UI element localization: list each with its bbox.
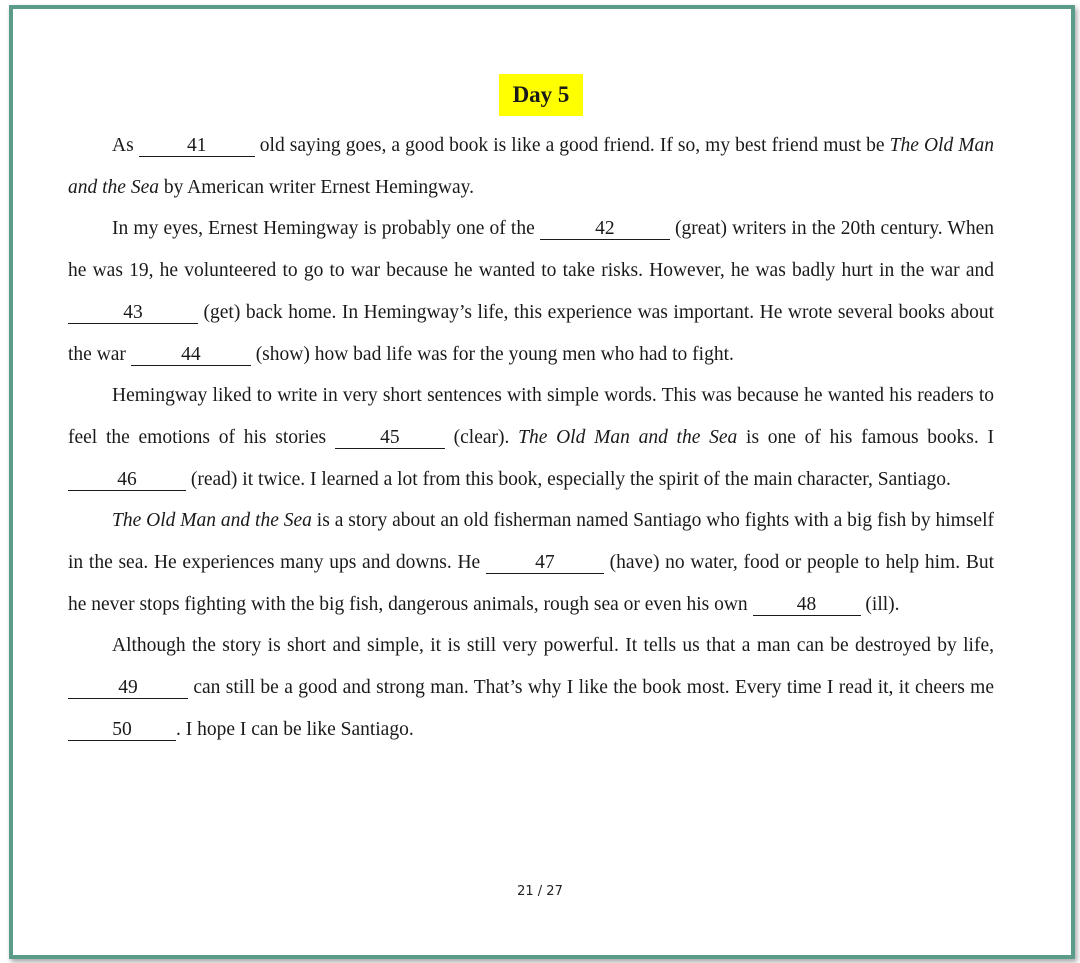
passage xyxy=(68,125,994,751)
paragraph-3 xyxy=(68,375,994,500)
text-run: (clear). xyxy=(444,426,519,448)
text-run: old saying goes, a good book is like a good friend. If so, my best friend must be xyxy=(254,135,890,156)
text-run: Hemingway liked to write in very short sentences with simple words. This was because he wanted his readers to feel the emotions of his stories xyxy=(68,385,994,448)
blank-48: 48 xyxy=(753,595,861,616)
page-title: Day 5 xyxy=(499,74,584,116)
paragraph-4 xyxy=(68,500,994,625)
blank-44: 44 xyxy=(131,345,251,366)
blank-50: 50 xyxy=(68,720,176,741)
title-wrap xyxy=(0,74,1080,116)
book-title-italic: The Old Man and the Sea xyxy=(112,510,312,532)
text-run: (get) back home. In Hemingway’s life, this experience was important. He wrote several books about the war xyxy=(68,301,994,365)
paragraph-5 xyxy=(68,625,994,750)
text-run: . I hope I can be like Santiago. xyxy=(176,718,414,740)
blank-46: 46 xyxy=(68,470,186,491)
blank-41: 41 xyxy=(139,136,255,157)
blank-45: 45 xyxy=(335,428,445,449)
text-run: is one of his famous books. I xyxy=(737,426,994,448)
text-run: can still be a good and strong man. That’s why I like the book most. Every time I read it, it cheers me xyxy=(188,677,994,699)
paragraph-1 xyxy=(68,125,994,208)
blank-47: 47 xyxy=(486,553,604,574)
text-run: (have) no water, food or people to help him. But he never stops fighting with the big fish, dangerous animals, rough sea or even his own xyxy=(68,552,994,615)
text-run: (great) writers in the 20th century. When he was 19, he volunteered to go to war because he wanted to take risks. However, he was badly hurt in the war and xyxy=(68,218,994,282)
text-run: (show) how bad life was for the young men who had to fight. xyxy=(250,343,734,365)
text-run: (read) it twice. I learned a lot from this book, especially the spirit of the main character, Santiago. xyxy=(186,468,951,490)
text-run: Although the story is short and simple, it is still very powerful. It tells us that a man can be destroyed by life, xyxy=(112,635,994,657)
book-title-italic: The Old Man and the Sea xyxy=(68,135,995,198)
blank-43: 43 xyxy=(68,303,198,324)
blank-49: 49 xyxy=(68,678,188,699)
paragraph-2 xyxy=(68,208,994,375)
text-run: is a story about an old fisherman named Santiago who fights with a big fish by himself in the sea. He experiences many ups and downs. He xyxy=(68,510,994,574)
text-run: by American writer Ernest Hemingway. xyxy=(158,176,474,198)
blank-42: 42 xyxy=(540,219,670,240)
text-run: (ill). xyxy=(860,593,900,615)
text-run: As xyxy=(112,135,139,156)
page-number: 21 / 27 xyxy=(517,884,563,899)
book-title-italic: The Old Man and the Sea xyxy=(518,426,738,448)
text-run: In my eyes, Ernest Hemingway is probably one of the xyxy=(112,218,540,240)
